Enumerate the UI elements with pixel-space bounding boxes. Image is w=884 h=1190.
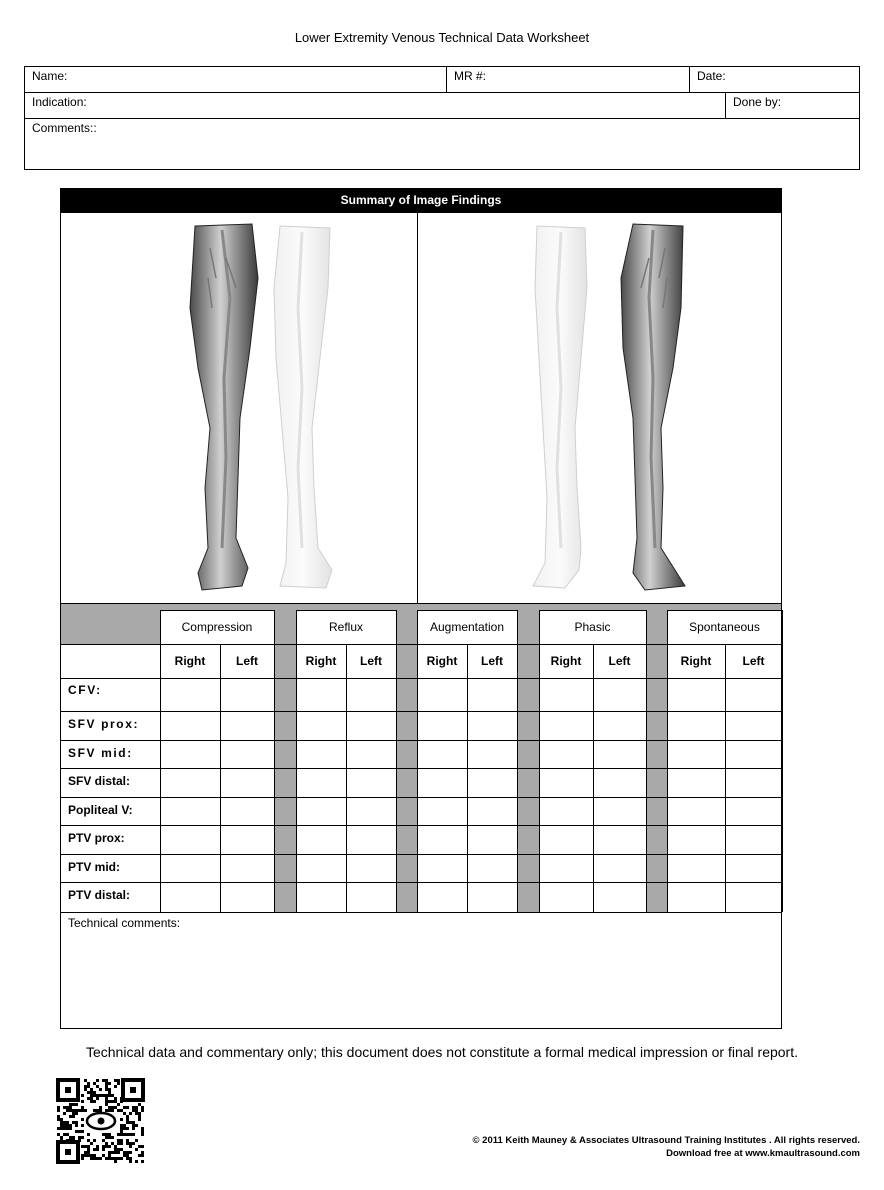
- column-right: Right: [174, 654, 206, 668]
- cell-right[interactable]: [297, 883, 346, 912]
- summary-title: Summary of Image Findings: [60, 188, 782, 213]
- cell-right[interactable]: [540, 883, 593, 912]
- cell-left[interactable]: [726, 712, 782, 740]
- cell-left[interactable]: [221, 855, 274, 882]
- image-divider: [417, 213, 418, 609]
- column-left: Left: [481, 654, 503, 668]
- cell-right[interactable]: [540, 741, 593, 768]
- cell-right[interactable]: [418, 769, 467, 797]
- cell-left[interactable]: [347, 679, 396, 711]
- cell-left[interactable]: [347, 798, 396, 825]
- row-label: SFV prox:: [68, 717, 140, 731]
- cell-left[interactable]: [594, 883, 646, 912]
- cell-left[interactable]: [468, 798, 517, 825]
- column-group-spontaneous: Spontaneous: [689, 620, 760, 634]
- cell-left[interactable]: [221, 826, 274, 854]
- legs-diagram-right: [525, 218, 705, 598]
- mr-field[interactable]: [447, 67, 690, 93]
- cell-right[interactable]: [668, 679, 725, 711]
- cell-right[interactable]: [540, 855, 593, 882]
- column-right: Right: [426, 654, 458, 668]
- cell-right[interactable]: [161, 679, 220, 711]
- cell-left[interactable]: [594, 769, 646, 797]
- cell-right[interactable]: [668, 883, 725, 912]
- cell-right[interactable]: [297, 769, 346, 797]
- cell-left[interactable]: [347, 826, 396, 854]
- cell-left[interactable]: [726, 679, 782, 711]
- cell-left[interactable]: [221, 769, 274, 797]
- cell-right[interactable]: [668, 712, 725, 740]
- cell-right[interactable]: [297, 855, 346, 882]
- cell-left[interactable]: [468, 741, 517, 768]
- cell-right[interactable]: [161, 798, 220, 825]
- cell-left[interactable]: [726, 741, 782, 768]
- cell-right[interactable]: [418, 798, 467, 825]
- copyright-line-1: © 2011 Keith Mauney & Associates Ultrasound Training Institutes . All rights reserved.: [472, 1135, 860, 1146]
- cell-right[interactable]: [161, 826, 220, 854]
- cell-right[interactable]: [540, 769, 593, 797]
- cell-right[interactable]: [668, 769, 725, 797]
- row-label: CFV:: [68, 683, 102, 697]
- cell-right[interactable]: [668, 741, 725, 768]
- column-group-compression: Compression: [181, 620, 253, 634]
- cell-right[interactable]: [297, 798, 346, 825]
- technical-comments-label: Technical comments:: [68, 916, 181, 930]
- cell-right[interactable]: [161, 741, 220, 768]
- indication-label: Indication:: [32, 95, 87, 109]
- row-label: PTV mid:: [68, 860, 121, 874]
- cell-right[interactable]: [418, 883, 467, 912]
- cell-right[interactable]: [161, 855, 220, 882]
- comments-field[interactable]: [25, 119, 859, 169]
- cell-left[interactable]: [468, 883, 517, 912]
- cell-left[interactable]: [468, 855, 517, 882]
- row-label: SFV mid:: [68, 746, 133, 760]
- cell-left[interactable]: [468, 679, 517, 711]
- column-left: Left: [742, 654, 765, 668]
- cell-right[interactable]: [297, 826, 346, 854]
- row-label: PTV prox:: [68, 831, 125, 845]
- cell-right[interactable]: [161, 712, 220, 740]
- column-group-reflux: Reflux: [328, 620, 363, 634]
- column-separator: [274, 610, 296, 912]
- cell-right[interactable]: [540, 679, 593, 711]
- cell-left[interactable]: [726, 798, 782, 825]
- cell-right[interactable]: [418, 826, 467, 854]
- comments-label: Comments::: [32, 121, 97, 135]
- indication-field[interactable]: [25, 93, 726, 119]
- cell-left[interactable]: [347, 883, 396, 912]
- cell-left[interactable]: [594, 679, 646, 711]
- column-left: Left: [236, 654, 258, 668]
- page-title: Lower Extremity Venous Technical Data Worksheet: [294, 30, 590, 45]
- cell-left[interactable]: [594, 855, 646, 882]
- cell-right[interactable]: [418, 679, 467, 711]
- column-right: Right: [305, 654, 337, 668]
- column-separator: [396, 610, 417, 912]
- cell-right[interactable]: [297, 679, 346, 711]
- legs-diagram-left: [150, 218, 380, 598]
- cell-right[interactable]: [418, 712, 467, 740]
- column-separator: [517, 610, 539, 912]
- cell-right[interactable]: [297, 741, 346, 768]
- mr-label: MR #:: [454, 69, 487, 83]
- cell-right[interactable]: [418, 855, 467, 882]
- cell-left[interactable]: [468, 769, 517, 797]
- disclaimer: Technical data and commentary only; this document does not constitute a formal medical impression or final report.: [85, 1044, 799, 1060]
- cell-right[interactable]: [668, 826, 725, 854]
- header-corner: [61, 610, 160, 644]
- copyright: [473, 1134, 860, 1160]
- cell-right[interactable]: [418, 741, 467, 768]
- row-label: Popliteal V:: [68, 803, 133, 817]
- qr-code-icon: [55, 1077, 146, 1165]
- cell-left[interactable]: [347, 712, 396, 740]
- cell-right[interactable]: [540, 826, 593, 854]
- left-leg-faded: [274, 226, 332, 588]
- cell-right[interactable]: [540, 712, 593, 740]
- column-right: Right: [680, 654, 712, 668]
- technical-comments-field[interactable]: [61, 912, 781, 1028]
- row-label: SFV distal:: [68, 774, 131, 788]
- patient-header-form: [24, 66, 860, 170]
- cell-left[interactable]: [594, 741, 646, 768]
- cell-left[interactable]: [726, 769, 782, 797]
- cell-left[interactable]: [468, 712, 517, 740]
- column-separator: [646, 610, 667, 912]
- cell-right[interactable]: [161, 769, 220, 797]
- done-by-label: Done by:: [733, 95, 782, 109]
- cell-right[interactable]: [540, 798, 593, 825]
- name-field[interactable]: [25, 67, 447, 93]
- cell-left[interactable]: [726, 883, 782, 912]
- cell-right[interactable]: [161, 883, 220, 912]
- cell-right[interactable]: [297, 712, 346, 740]
- date-label: Date:: [697, 69, 726, 83]
- column-left: Left: [608, 654, 631, 668]
- cell-left[interactable]: [347, 741, 396, 768]
- cell-left[interactable]: [726, 855, 782, 882]
- copyright-line-2: Download free at www.kmaultrasound.com: [666, 1148, 860, 1159]
- row-label: PTV distal:: [68, 888, 131, 902]
- cell-left[interactable]: [221, 679, 274, 711]
- column-group-augmentation: Augmentation: [429, 620, 505, 634]
- cell-left[interactable]: [594, 826, 646, 854]
- cell-left[interactable]: [221, 712, 274, 740]
- image-bottom-strip: [61, 603, 781, 610]
- done-by-field[interactable]: [726, 93, 859, 119]
- cell-right[interactable]: [668, 855, 725, 882]
- cell-left[interactable]: [726, 826, 782, 854]
- name-label: Name:: [32, 69, 68, 83]
- cell-left[interactable]: [468, 826, 517, 854]
- column-right: Right: [550, 654, 582, 668]
- column-group-phasic: Phasic: [574, 620, 611, 634]
- cell-left[interactable]: [221, 798, 274, 825]
- date-field[interactable]: [690, 67, 859, 93]
- cell-left[interactable]: [594, 798, 646, 825]
- cell-right[interactable]: [668, 798, 725, 825]
- cell-left[interactable]: [221, 741, 274, 768]
- cell-left[interactable]: [594, 712, 646, 740]
- cell-left[interactable]: [347, 769, 396, 797]
- cell-left[interactable]: [347, 855, 396, 882]
- cell-left[interactable]: [221, 883, 274, 912]
- column-left: Left: [360, 654, 382, 668]
